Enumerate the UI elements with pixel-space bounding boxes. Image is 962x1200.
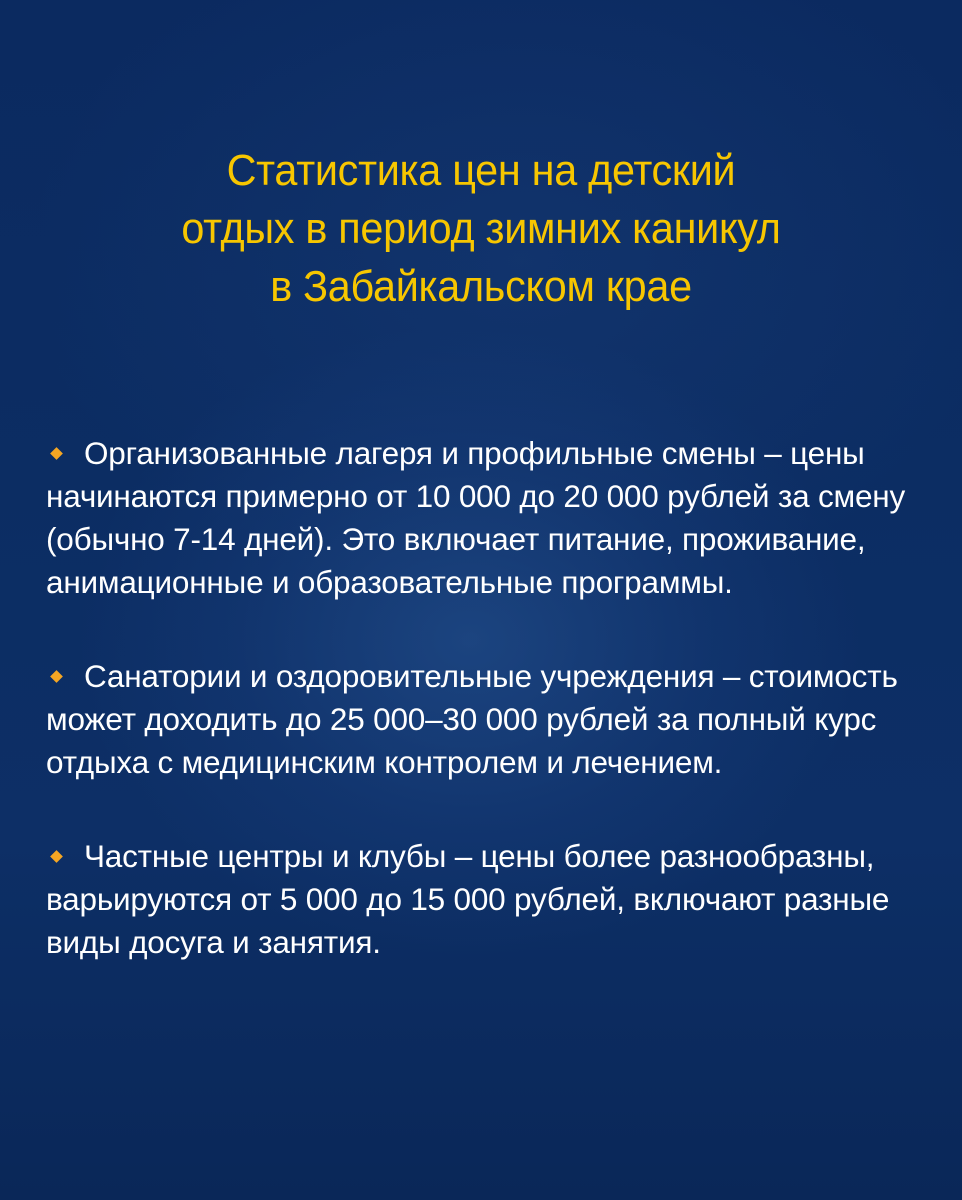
price-list	[46, 432, 908, 1015]
title-line-3: в Забайкальском крае	[270, 262, 692, 311]
diamond-bullet-icon	[50, 670, 63, 683]
list-item-camps	[46, 432, 908, 604]
diamond-bullet-icon	[50, 447, 63, 460]
title-line-1: Статистика цен на детский	[226, 146, 736, 195]
list-item-text: Частные центры и клубы – цены более разнообразны, варьируются от 5 000 до 15 000 рублей, включают разные виды досуга и занятия.	[46, 838, 890, 960]
list-item-private-centers	[46, 835, 908, 964]
list-item-text: Санатории и оздоровительные учреждения – стоимость может доходить до 25 000–30 000 рублей за полный курс отдыха с медицинским контролем и лечением.	[46, 658, 898, 780]
diamond-bullet-icon	[50, 850, 63, 863]
title-line-2: отдых в период зимних каникул	[181, 204, 781, 253]
list-item-sanatoriums	[46, 655, 908, 784]
page-title	[66, 142, 895, 316]
list-item-text: Организованные лагеря и профильные смены – цены начинаются примерно от 10 000 до 20 000 рублей за смену (обычно 7-14 дней). Это включает питание, проживание, анимационные и образовательные программы.	[46, 435, 906, 600]
